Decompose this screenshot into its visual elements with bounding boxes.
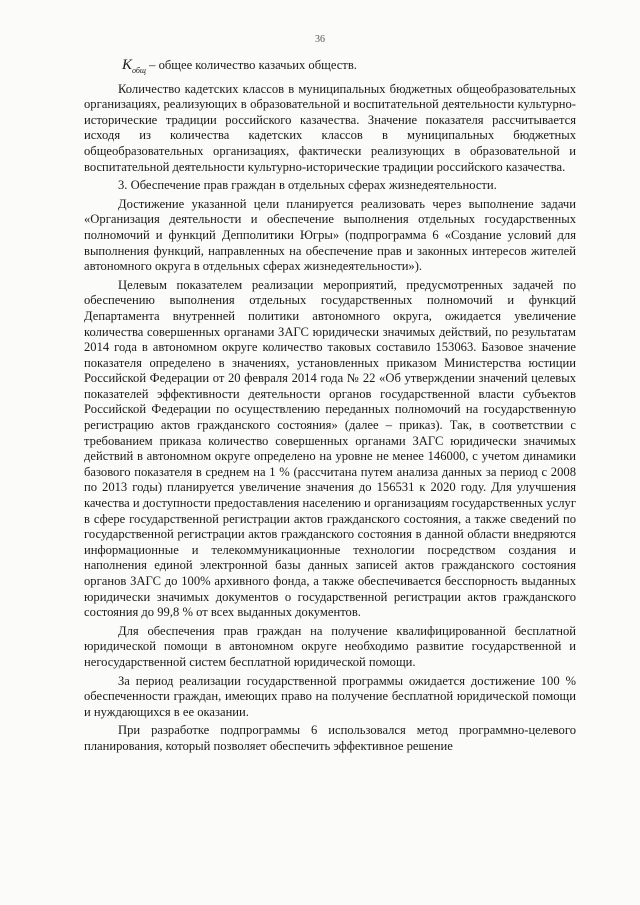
paragraph-target-indicator: Целевым показателем реализации мероприятий, предусмотренных задачей по обеспечению выполнения отдельных государственных полномочий и функций Департамента внутренней политики автономного округа, ожидается увеличение количества совершенных органами ЗАГС юридически значимых действий, по результатам 2014 года в автономном округе количество таковых составило 153063. Базовое значение показателя определено в значениях, установленных приказом Министерства юстиции Российской Федерации от 20 февраля 2014 года № 22 «Об утверждении значений целевых показателей эффективности деятельности органов государственной власти субъектов Российской Федерации по осуществлению переданных полномочий на государственную регистрацию актов гражданского состояния» (далее – приказ). Так, в соответствии с требованием приказа количество совершенных органами ЗАГС юридически значимых действий в автономном округе определено на уровне не менее 146000, с учетом динамики базового показателя в среднем на 1 % (рассчитана путем анализа данных за период с 2008 по 2013 годы) планируется увеличение значения до 156531 к 2020 году. Для улучшения качества и доступности предоставления населению и организациям государственных услуг в сфере государственной регистрации актов гражданского состояния, а также сведений по государственной регистрации актов гражданского состояния в данной области внедряются информационные и телекоммуникационные технологии посредством создания и наполнения единой электронной базы данных записей актов гражданского состояния органов ЗАГС до 100% архивного фонда, а также обеспечивается бесспорность выданных юридически значимых документов о государственной регистрации актов гражданского состояния до 99,8 % от всех выданных документов. xyxy=(84,277,576,620)
document-body xyxy=(84,58,576,755)
section-heading-rights: 3. Обеспечение прав граждан в отдельных сферах жизнедеятельности. xyxy=(118,178,497,193)
formula-definition xyxy=(84,58,576,79)
formula-text: – общее количество казачьих обществ. xyxy=(145,58,357,72)
paragraph-subprogram-method: При разработке подпрограммы 6 использовался метод программно-целевого планирования, который позволяет обеспечить эффективное решение xyxy=(84,723,576,753)
paragraph-legal-aid: Для обеспечения прав граждан на получение квалифицированной бесплатной юридической помощи в автономном округе необходимо развитие государственной и негосударственной систем бесплатной юридической помощи. xyxy=(84,623,576,669)
formula-symbol: $K_{общ}$ xyxy=(122,57,146,75)
paragraph-cadet-classes: Количество кадетских классов в муниципальных бюджетных общеобразовательных организациях, реализующих в образовательной и воспитательной деятельности культурно-исторические традиции российского казачества. Значение показателя рассчитывается исходя из количества кадетских классов в муниципальных бюджетных общеобразовательных организациях, фактически реализующих в образовательной и воспитательной деятельности культурно-исторические традиции российского казачества. xyxy=(84,81,576,174)
paragraph-program-period: За период реализации государственной программы ожидается достижение 100 % обеспеченности граждан, имеющих право на получение бесплатной юридической помощи и нуждающихся в ее оказании. xyxy=(84,673,576,719)
paragraph-goal-achievement: Достижение указанной цели планируется реализовать через выполнение задачи «Организация деятельности и обеспечение выполнения отдельных государственных полномочий и функций Депполитики Югры» (подпрограмма 6 «Создание условий для выполнения функций, направленных на обеспечение прав и законных интересов жителей автономного округа в отдельных сферах жизнедеятельности»). xyxy=(84,196,576,274)
page-number: 36 xyxy=(315,34,325,45)
